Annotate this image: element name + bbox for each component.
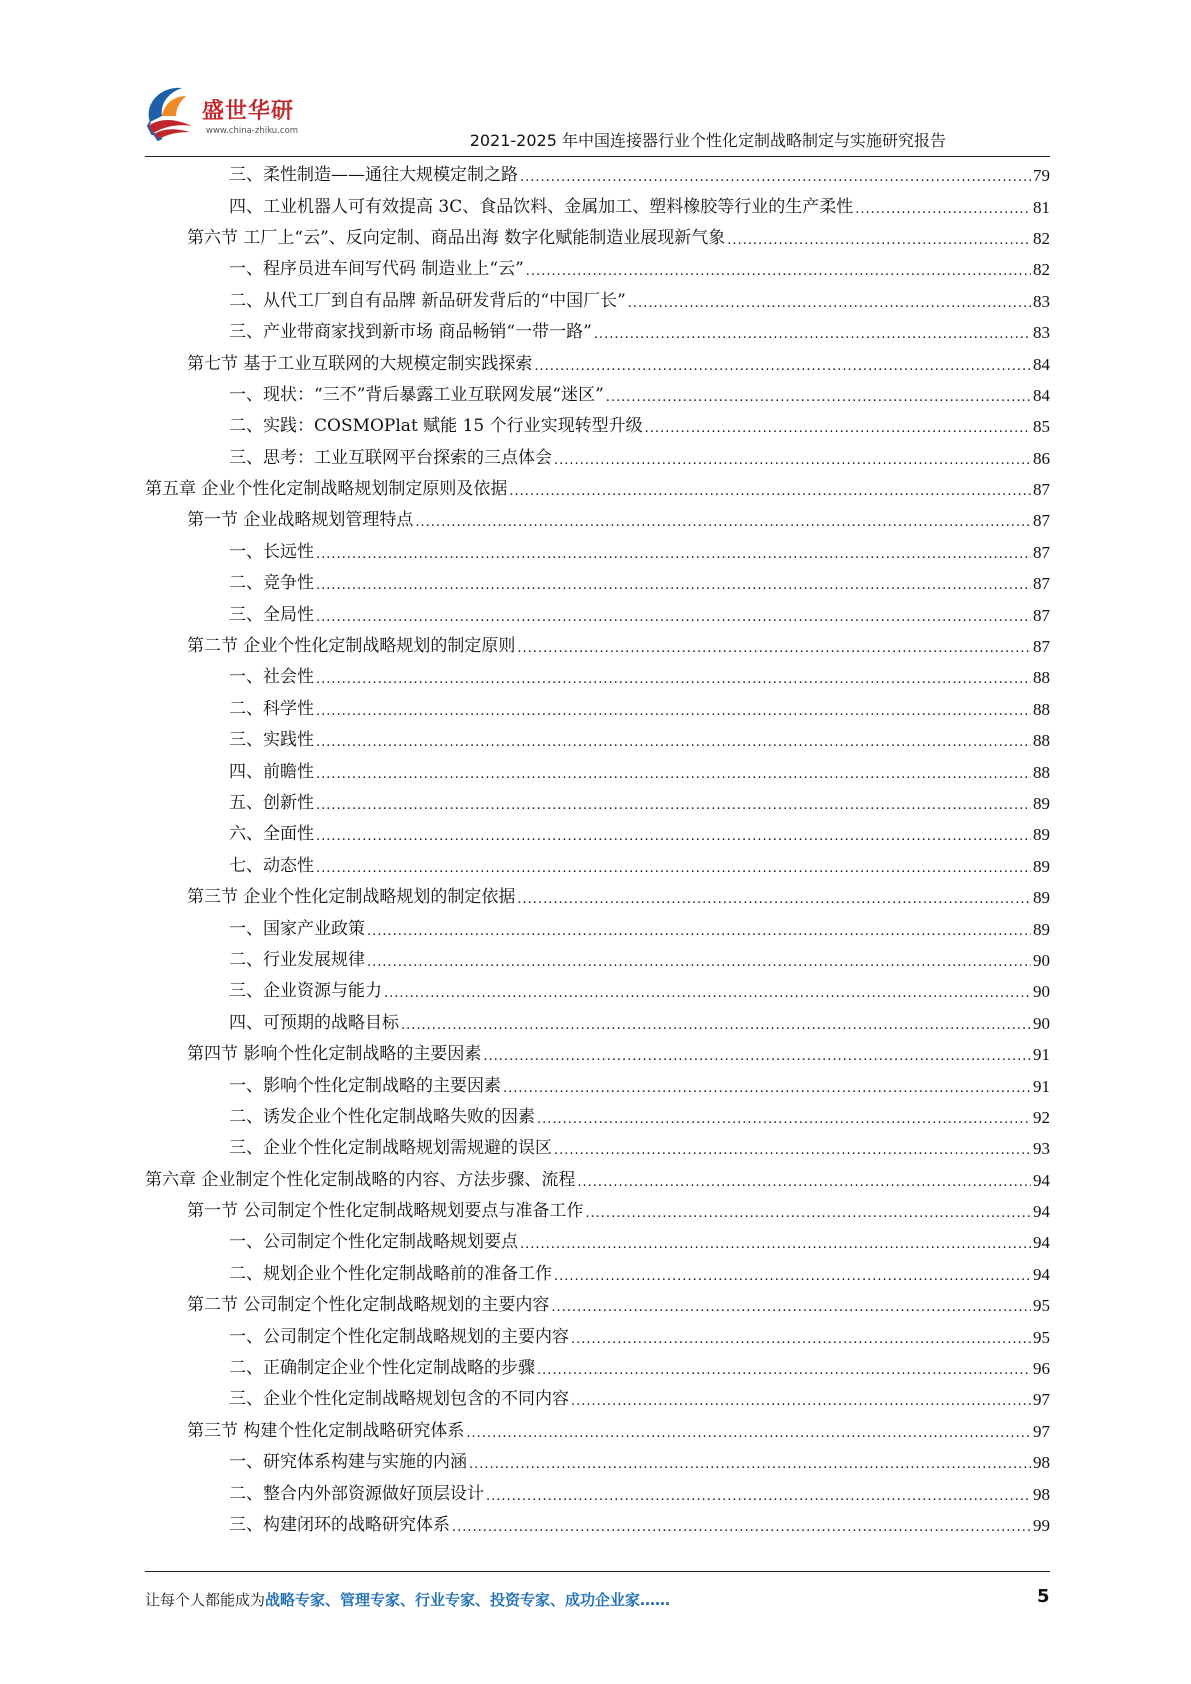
toc-subsection-entry[interactable] [145,191,1050,222]
toc-leader-dots [554,1270,1031,1283]
toc-section-entry[interactable] [145,1039,1050,1070]
toc-leader-dots [401,1019,1031,1032]
toc-entry-label: 一、研究体系构建与实施的内涵 [229,1452,467,1473]
toc-chapter-entry[interactable] [145,474,1050,505]
report-title: 2021-2025 年中国连接器行业个性化定制战略制定与实施研究报告 [469,131,946,150]
toc-leader-dots [526,265,1031,278]
toc-entry-page: 87 [1033,542,1050,562]
toc-leader-dots [469,1458,1031,1471]
toc-leader-dots [855,203,1031,216]
toc-entry-label: 三、思考：工业互联网平台探索的三点体会 [229,447,552,468]
logo-emblem-icon [140,82,204,146]
toc-entry-label: 四、前瞻性 [229,761,314,782]
toc-entry-page: 99 [1033,1515,1050,1535]
toc-subsection-entry[interactable] [145,756,1050,787]
toc-entry-page: 96 [1033,1359,1050,1379]
toc-entry-label: 一、国家产业政策 [229,918,365,939]
toc-entry-label: 五、创新性 [229,793,314,813]
toc-entry-page: 87 [1033,480,1050,500]
toc-entry-page: 82 [1033,228,1050,248]
toc-entry-label: 一、社会性 [229,667,314,688]
page-number: 5 [1037,1586,1050,1607]
toc-entry-page: 92 [1033,1107,1050,1127]
toc-subsection-entry[interactable] [145,568,1050,599]
header-divider [145,156,1050,157]
toc-subsection-entry[interactable] [145,662,1050,693]
toc-entry-label: 三、企业个性化定制战略规划需规避的误区 [229,1138,552,1159]
toc-leader-dots [466,1427,1031,1440]
toc-entry-label: 三、构建闭环的战略研究体系 [229,1514,450,1535]
toc-section-entry[interactable] [145,1196,1050,1227]
toc-subsection-entry[interactable] [145,317,1050,348]
toc-subsection-entry[interactable] [145,380,1050,411]
toc-entry-page: 83 [1033,291,1050,311]
toc-entry-label: 第四节 影响个性化定制战略的主要因素 [187,1044,482,1065]
toc-subsection-entry[interactable] [145,1321,1050,1352]
toc-entry-page: 88 [1033,668,1050,688]
toc-entry-label: 一、公司制定个性化定制战略规划要点 [229,1232,518,1253]
toc-subsection-entry[interactable] [145,537,1050,568]
toc-section-entry[interactable] [145,882,1050,913]
toc-leader-dots [520,1238,1031,1251]
toc-leader-dots [452,1521,1031,1534]
toc-subsection-entry[interactable] [145,599,1050,630]
toc-entry-page: 88 [1033,699,1050,719]
toc-subsection-entry[interactable] [145,254,1050,285]
toc-leader-dots [503,1082,1031,1095]
toc-leader-dots [316,862,1031,875]
table-of-contents [145,160,1050,1541]
toc-leader-dots [316,830,1031,843]
toc-entry-page: 94 [1033,1170,1050,1190]
toc-subsection-entry[interactable] [145,160,1050,191]
toc-leader-dots [571,1333,1031,1346]
footer-slogan [145,1589,670,1610]
toc-subsection-entry[interactable] [145,1070,1050,1101]
toc-entry-page: 81 [1033,197,1050,217]
toc-leader-dots [367,925,1031,938]
toc-entry-label: 三、柔性制造——通往大规模定制之路 [229,165,518,186]
toc-chapter-entry[interactable] [145,1165,1050,1196]
toc-subsection-entry[interactable] [145,1478,1050,1509]
toc-entry-page: 90 [1033,1013,1050,1033]
toc-entry-label: 第七节 基于工业互联网的大规模定制实践探索 [187,353,533,374]
toc-entry-label: 三、产业带商家找到新市场 商品畅销“一带一路” [229,322,592,343]
toc-subsection-entry[interactable] [145,976,1050,1007]
toc-entry-label: 一、公司制定个性化定制战略规划的主要内容 [229,1326,569,1347]
slogan-prefix: 让每个人都能成为 [145,1591,266,1609]
toc-entry-page: 89 [1033,794,1050,813]
toc-leader-dots [415,516,1031,529]
toc-subsection-entry[interactable] [145,1008,1050,1039]
toc-leader-dots [316,673,1031,686]
toc-subsection-entry[interactable] [145,1384,1050,1415]
toc-section-entry[interactable] [145,1290,1050,1321]
toc-entry-page: 89 [1033,856,1050,876]
toc-subsection-entry[interactable] [145,1447,1050,1478]
toc-leader-dots [316,736,1031,749]
toc-entry-label: 二、科学性 [229,698,314,719]
toc-entry-page: 88 [1033,731,1050,751]
toc-entry-label: 二、诱发企业个性化定制战略失败的因素 [229,1106,535,1127]
toc-leader-dots [534,360,1031,373]
toc-entry-page: 94 [1033,1202,1050,1222]
toc-entry-page: 85 [1033,417,1050,437]
toc-entry-label: 二、正确制定企业个性化定制战略的步骤 [229,1358,535,1379]
toc-subsection-entry[interactable] [145,411,1050,442]
toc-entry-page: 98 [1033,1453,1050,1473]
toc-entry-page: 91 [1033,1045,1050,1065]
toc-entry-page: 89 [1033,825,1050,845]
toc-entry-label: 一、长远性 [229,541,314,562]
toc-entry-label: 四、工业机器人可有效提高 3C、食品饮料、金属加工、塑料橡胶等行业的生产柔性 [229,196,854,217]
toc-entry-label: 四、可预期的战略目标 [229,1012,399,1033]
toc-entry-label: 三、企业个性化定制战略规划包含的不同内容 [229,1389,569,1410]
toc-entry-page: 87 [1033,574,1050,594]
toc-subsection-entry[interactable] [145,788,1050,819]
toc-entry-page: 94 [1033,1264,1050,1284]
toc-entry-label: 第一节 企业战略规划管理特点 [187,510,414,531]
toc-subsection-entry[interactable] [145,1510,1050,1541]
toc-leader-dots [571,1395,1031,1408]
toc-leader-dots [727,234,1031,247]
toc-leader-dots [606,391,1031,404]
toc-leader-dots [316,611,1031,624]
toc-entry-label: 三、企业资源与能力 [229,981,382,1002]
toc-entry-page: 87 [1033,637,1050,657]
toc-subsection-entry[interactable] [145,1227,1050,1258]
toc-leader-dots [316,799,1031,812]
toc-entry-label: 第三节 构建个性化定制战略研究体系 [187,1420,465,1441]
toc-section-entry[interactable] [145,223,1050,254]
toc-entry-label: 第五章 企业个性化定制战略规划制定原则及依据 [145,479,508,500]
toc-leader-dots [520,171,1031,184]
toc-entry-page: 97 [1033,1390,1050,1410]
toc-leader-dots [537,1113,1031,1126]
toc-entry-page: 90 [1033,982,1050,1002]
toc-entry-page: 97 [1033,1421,1050,1441]
toc-entry-label: 二、规划企业个性化定制战略前的准备工作 [229,1263,552,1284]
toc-subsection-entry[interactable] [145,819,1050,850]
toc-subsection-entry[interactable] [145,851,1050,882]
toc-leader-dots [509,485,1031,498]
logo-name: 盛世华研 [202,99,295,124]
toc-leader-dots [483,1050,1031,1063]
toc-subsection-entry[interactable] [145,1133,1050,1164]
toc-entry-label: 一、程序员进车间写代码 制造业上“云” [229,259,524,280]
toc-leader-dots [316,548,1031,561]
toc-leader-dots [554,454,1031,467]
toc-subsection-entry[interactable] [145,725,1050,756]
toc-entry-label: 第三节 企业个性化定制战略规划的制定依据 [187,887,516,908]
toc-entry-label: 第六节 工厂上“云”、反向定制、商品出海 数字化赋能制造业展现新气象 [187,227,726,248]
toc-entry-page: 84 [1033,354,1050,374]
toc-entry-label: 七、动态性 [229,855,314,876]
toc-entry-label: 第二节 公司制定个性化定制战略规划的主要内容 [187,1295,550,1316]
toc-section-entry[interactable] [145,348,1050,379]
toc-leader-dots [517,893,1031,906]
toc-entry-page: 95 [1033,1296,1050,1316]
toc-leader-dots [537,1364,1031,1377]
toc-entry-page: 86 [1033,448,1050,468]
toc-subsection-entry[interactable] [145,286,1050,317]
toc-entry-page: 89 [1033,888,1050,908]
toc-leader-dots [628,297,1031,310]
toc-subsection-entry[interactable] [145,913,1050,944]
toc-entry-label: 二、实践：COSMOPlat 赋能 15 个行业实现转型升级 [229,416,643,437]
logo-url: www.china-zhiku.com [206,126,298,136]
toc-entry-page: 91 [1033,1076,1050,1096]
toc-leader-dots [554,1144,1031,1157]
toc-entry-page: 84 [1033,385,1050,405]
toc-subsection-entry[interactable] [145,443,1050,474]
toc-leader-dots [316,579,1031,592]
toc-leader-dots [316,768,1031,781]
page-header [0,0,1191,160]
toc-entry-page: 82 [1033,260,1050,280]
toc-leader-dots [577,1176,1031,1189]
toc-entry-page: 93 [1033,1139,1050,1159]
slogan-roles: 战略专家、管理专家、行业专家、投资专家、成功企业家…… [265,1591,671,1609]
toc-subsection-entry[interactable] [145,945,1050,976]
toc-entry-page: 98 [1033,1484,1050,1504]
toc-leader-dots [645,422,1031,435]
toc-entry-label: 二、整合内外部资源做好顶层设计 [229,1483,484,1504]
toc-leader-dots [384,987,1031,1000]
toc-entry-label: 二、从代工厂到自有品牌 新品研发背后的“中国厂长” [229,290,626,311]
toc-entry-page: 83 [1033,323,1050,343]
toc-entry-label: 第一节 公司制定个性化定制战略规划要点与准备工作 [187,1201,584,1222]
toc-entry-page: 87 [1033,605,1050,625]
toc-entry-page: 88 [1033,762,1050,782]
toc-section-entry[interactable] [145,505,1050,536]
toc-entry-label: 三、实践性 [229,730,314,751]
toc-leader-dots [486,1490,1031,1503]
toc-entry-page: 95 [1033,1327,1050,1347]
toc-entry-label: 一、现状：“三不”背后暴露工业互联网发展“迷区” [229,384,604,405]
toc-section-entry[interactable] [145,631,1050,662]
toc-leader-dots [594,328,1031,341]
toc-entry-page: 89 [1033,919,1050,939]
toc-entry-label: 第六章 企业制定个性化定制战略的内容、方法步骤、流程 [145,1169,576,1190]
toc-entry-page: 87 [1033,511,1050,531]
toc-entry-label: 二、竞争性 [229,573,314,594]
toc-subsection-entry[interactable] [145,1102,1050,1133]
toc-entry-page: 94 [1033,1233,1050,1253]
toc-entry-page: 79 [1033,166,1050,186]
toc-entry-page: 90 [1033,950,1050,970]
toc-entry-label: 一、影响个性化定制战略的主要因素 [229,1075,501,1096]
toc-leader-dots [585,1207,1031,1220]
toc-entry-label: 三、全局性 [229,604,314,625]
toc-subsection-entry[interactable] [145,1353,1050,1384]
toc-entry-label: 第二节 企业个性化定制战略规划的制定原则 [187,636,516,657]
toc-entry-label: 二、行业发展规律 [229,949,365,970]
footer-divider [145,1571,1050,1572]
toc-leader-dots [551,1301,1031,1314]
toc-leader-dots [517,642,1031,655]
toc-leader-dots [367,956,1031,969]
toc-section-entry[interactable] [145,1416,1050,1447]
toc-subsection-entry[interactable] [145,694,1050,725]
toc-leader-dots [316,705,1031,718]
company-logo [140,82,310,150]
toc-subsection-entry[interactable] [145,1259,1050,1290]
toc-entry-label: 六、全面性 [229,824,314,845]
